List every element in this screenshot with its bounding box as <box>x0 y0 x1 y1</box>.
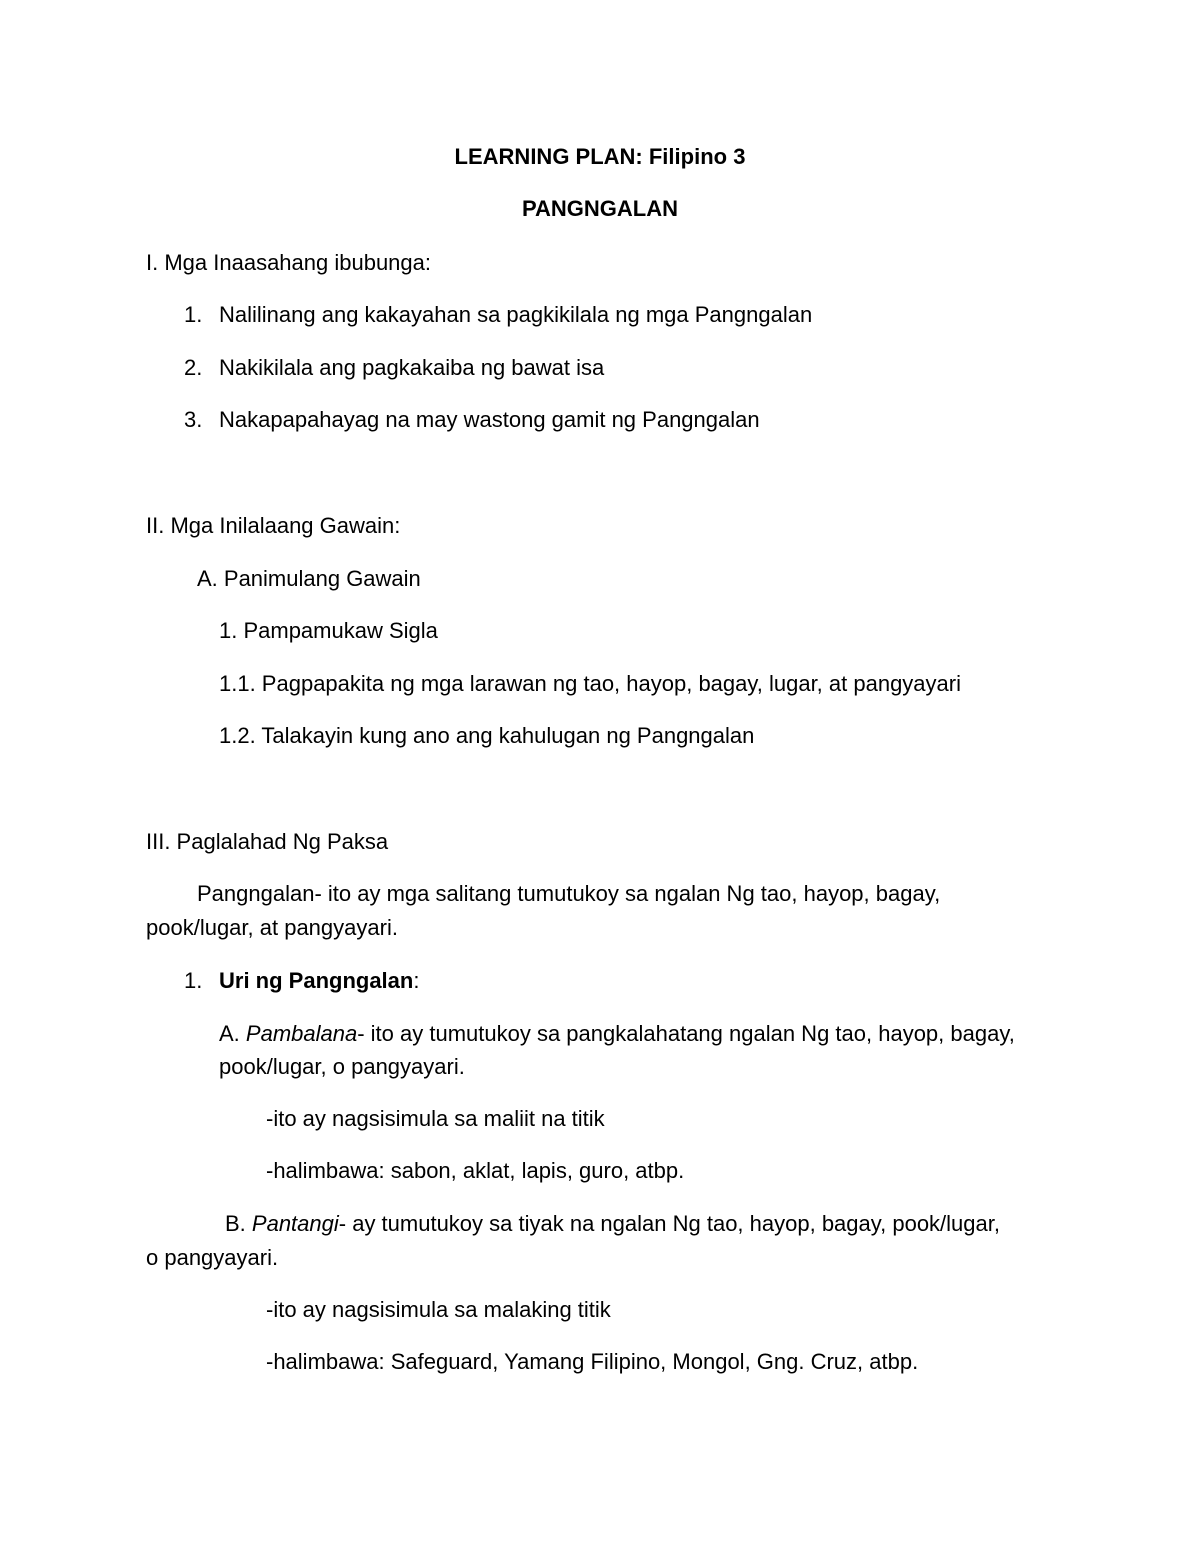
list-item: Nakapapahayag na may wastong gamit ng Pangngalan <box>219 407 760 432</box>
definition-line: Pangngalan- ito ay mga salitang tumutukoy sa ngalan Ng tao, hayop, bagay, <box>197 881 941 906</box>
pantangi-example: -halimbawa: Safeguard, Yamang Filipino, Mongol, Gng. Cruz, atbp. <box>266 1349 919 1374</box>
pantangi-term: Pantangi <box>251 1211 339 1236</box>
section-3-heading: III. Paglalahad Ng Paksa <box>146 829 389 854</box>
list-item-number: 3. <box>184 407 203 432</box>
list-item-number: 2. <box>184 355 203 380</box>
item-letter: A. <box>219 1021 246 1046</box>
pantangi-definition-cont: o pangyayari. <box>146 1245 279 1270</box>
activity-item: 1. Pampamukaw Sigla <box>219 618 438 643</box>
document-subtitle: PANGNGALAN <box>521 196 679 221</box>
pambalana-text: - ito ay tumutukoy sa pangkalahatang ngalan Ng tao, hayop, bagay, <box>357 1021 1015 1046</box>
pambalana-definition-cont: pook/lugar, o pangyayari. <box>219 1054 465 1079</box>
document-title: LEARNING PLAN: Filipino 3 <box>454 144 746 169</box>
uri-colon: : <box>413 968 420 993</box>
list-item: Nalilinang ang kakayahan sa pagkikilala ng mga Pangngalan <box>219 302 813 327</box>
uri-title: Uri ng Pangngalan <box>219 968 414 993</box>
list-item-number: 1. <box>184 302 203 327</box>
list-item-number: 1. <box>184 968 203 993</box>
section-2-heading: II. Mga Inilalaang Gawain: <box>146 513 401 538</box>
item-letter: B. <box>225 1211 252 1236</box>
activity-subitem: 1.1. Pagpapakita ng mga larawan ng tao, hayop, bagay, lugar, at pangyayari <box>219 671 961 696</box>
list-item: Nakikilala ang pagkakaiba ng bawat isa <box>219 355 605 380</box>
subsection-a: A. Panimulang Gawain <box>197 566 421 591</box>
pambalana-term: Pambalana <box>245 1021 358 1046</box>
pantangi-text: - ay tumutukoy sa tiyak na ngalan Ng tao, hayop, bagay, pook/lugar, <box>338 1211 1000 1236</box>
section-1-heading: I. Mga Inaasahang ibubunga: <box>146 250 432 275</box>
pambalana-example: -halimbawa: sabon, aklat, lapis, guro, atbp. <box>266 1158 685 1183</box>
uri-heading <box>219 968 419 994</box>
pantangi-note: -ito ay nagsisimula sa malaking titik <box>266 1297 611 1322</box>
pambalana-definition <box>219 1021 1015 1047</box>
pantangi-definition <box>225 1211 1000 1237</box>
definition-line: pook/lugar, at pangyayari. <box>146 915 398 940</box>
pambalana-note: -ito ay nagsisimula sa maliit na titik <box>266 1106 605 1131</box>
activity-subitem: 1.2. Talakayin kung ano ang kahulugan ng Pangngalan <box>219 723 755 748</box>
